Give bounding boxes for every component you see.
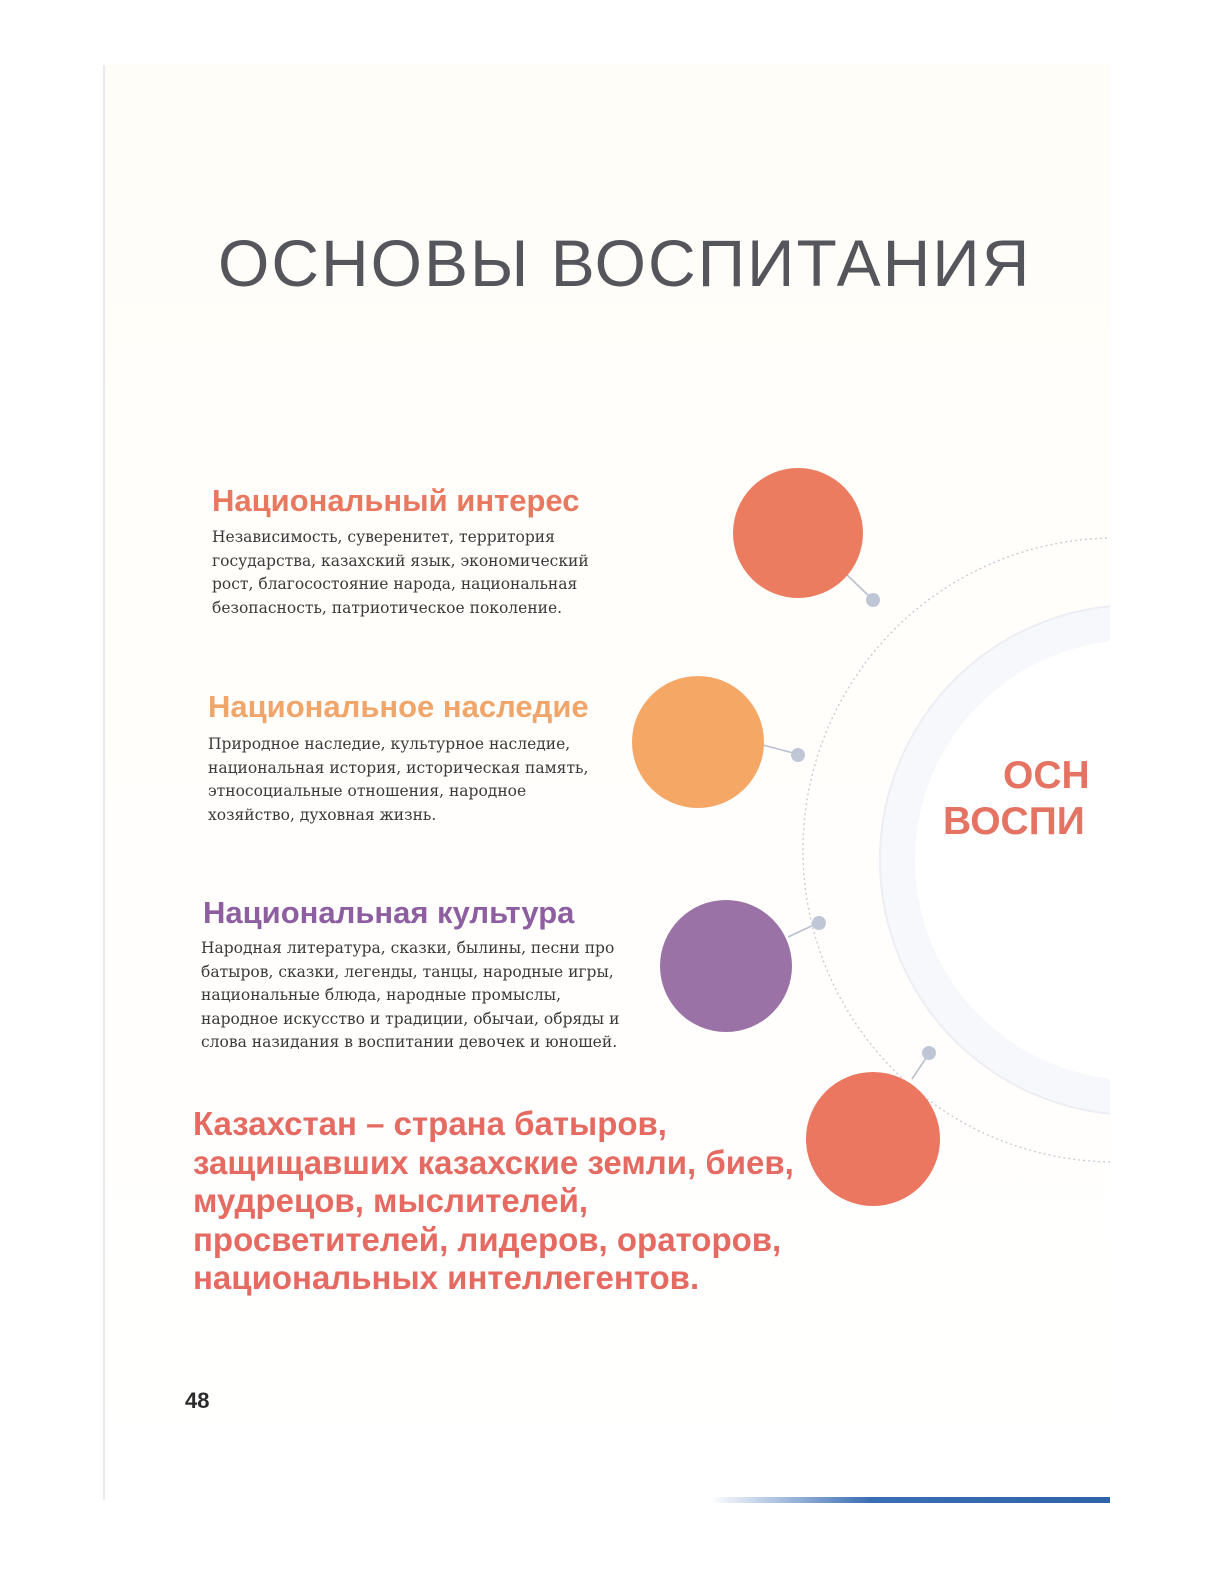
center-label-line1: ОСН — [1003, 754, 1090, 797]
section-heading-national-culture: Национальная культура — [203, 895, 575, 930]
section-body-national-heritage: Природное наследие, культурное наследие, национальная история, историческая память, этносоциальные отношения, народное хозяйство, духовная жизнь. — [208, 735, 589, 824]
section-heading-national-heritage: Национальное наследие — [208, 689, 589, 724]
page-number: 48 — [185, 1388, 210, 1413]
connector-1 — [845, 573, 872, 599]
circle-national-culture — [660, 900, 792, 1032]
center-label — [943, 753, 1110, 845]
section-body-national-interest: Независимость, суверенитет, территория государства, казахский язык, экономический рост, благосостояние народа, национальная безопасность, патриотическое поколение. — [212, 528, 589, 617]
center-label-line2: ВОСПИ — [943, 800, 1085, 843]
page-bottom-edge — [710, 1497, 1110, 1503]
section-heading-national-interest: Национальный интерес — [212, 483, 580, 518]
circle-national-interest — [733, 468, 863, 598]
connector-dot-2 — [791, 748, 805, 762]
section-body-national-culture: Народная литература, сказки, былины, песни про батыров, сказки, легенды, танцы, народные игры, национальные блюда, народные промыслы, народное искусство и традиции, обычаи, обряды и слова назидания в воспитании девочек и юношей. — [201, 939, 620, 1051]
circle-fourth — [806, 1072, 940, 1206]
closing-statement: Казахстан – страна батыров, защищавших казахские земли, биев, мудрецов, мыслителей, просветителей, лидеров, ораторов, национальных интеллегентов. — [193, 1105, 794, 1296]
circle-national-heritage — [632, 676, 764, 808]
connector-dot-4 — [922, 1046, 936, 1060]
connector-dot-3 — [812, 916, 826, 930]
document-page — [105, 65, 1110, 1500]
page-title: ОСНОВЫ ВОСПИТАНИЯ — [218, 226, 1032, 300]
connector-dot-1 — [866, 593, 880, 607]
